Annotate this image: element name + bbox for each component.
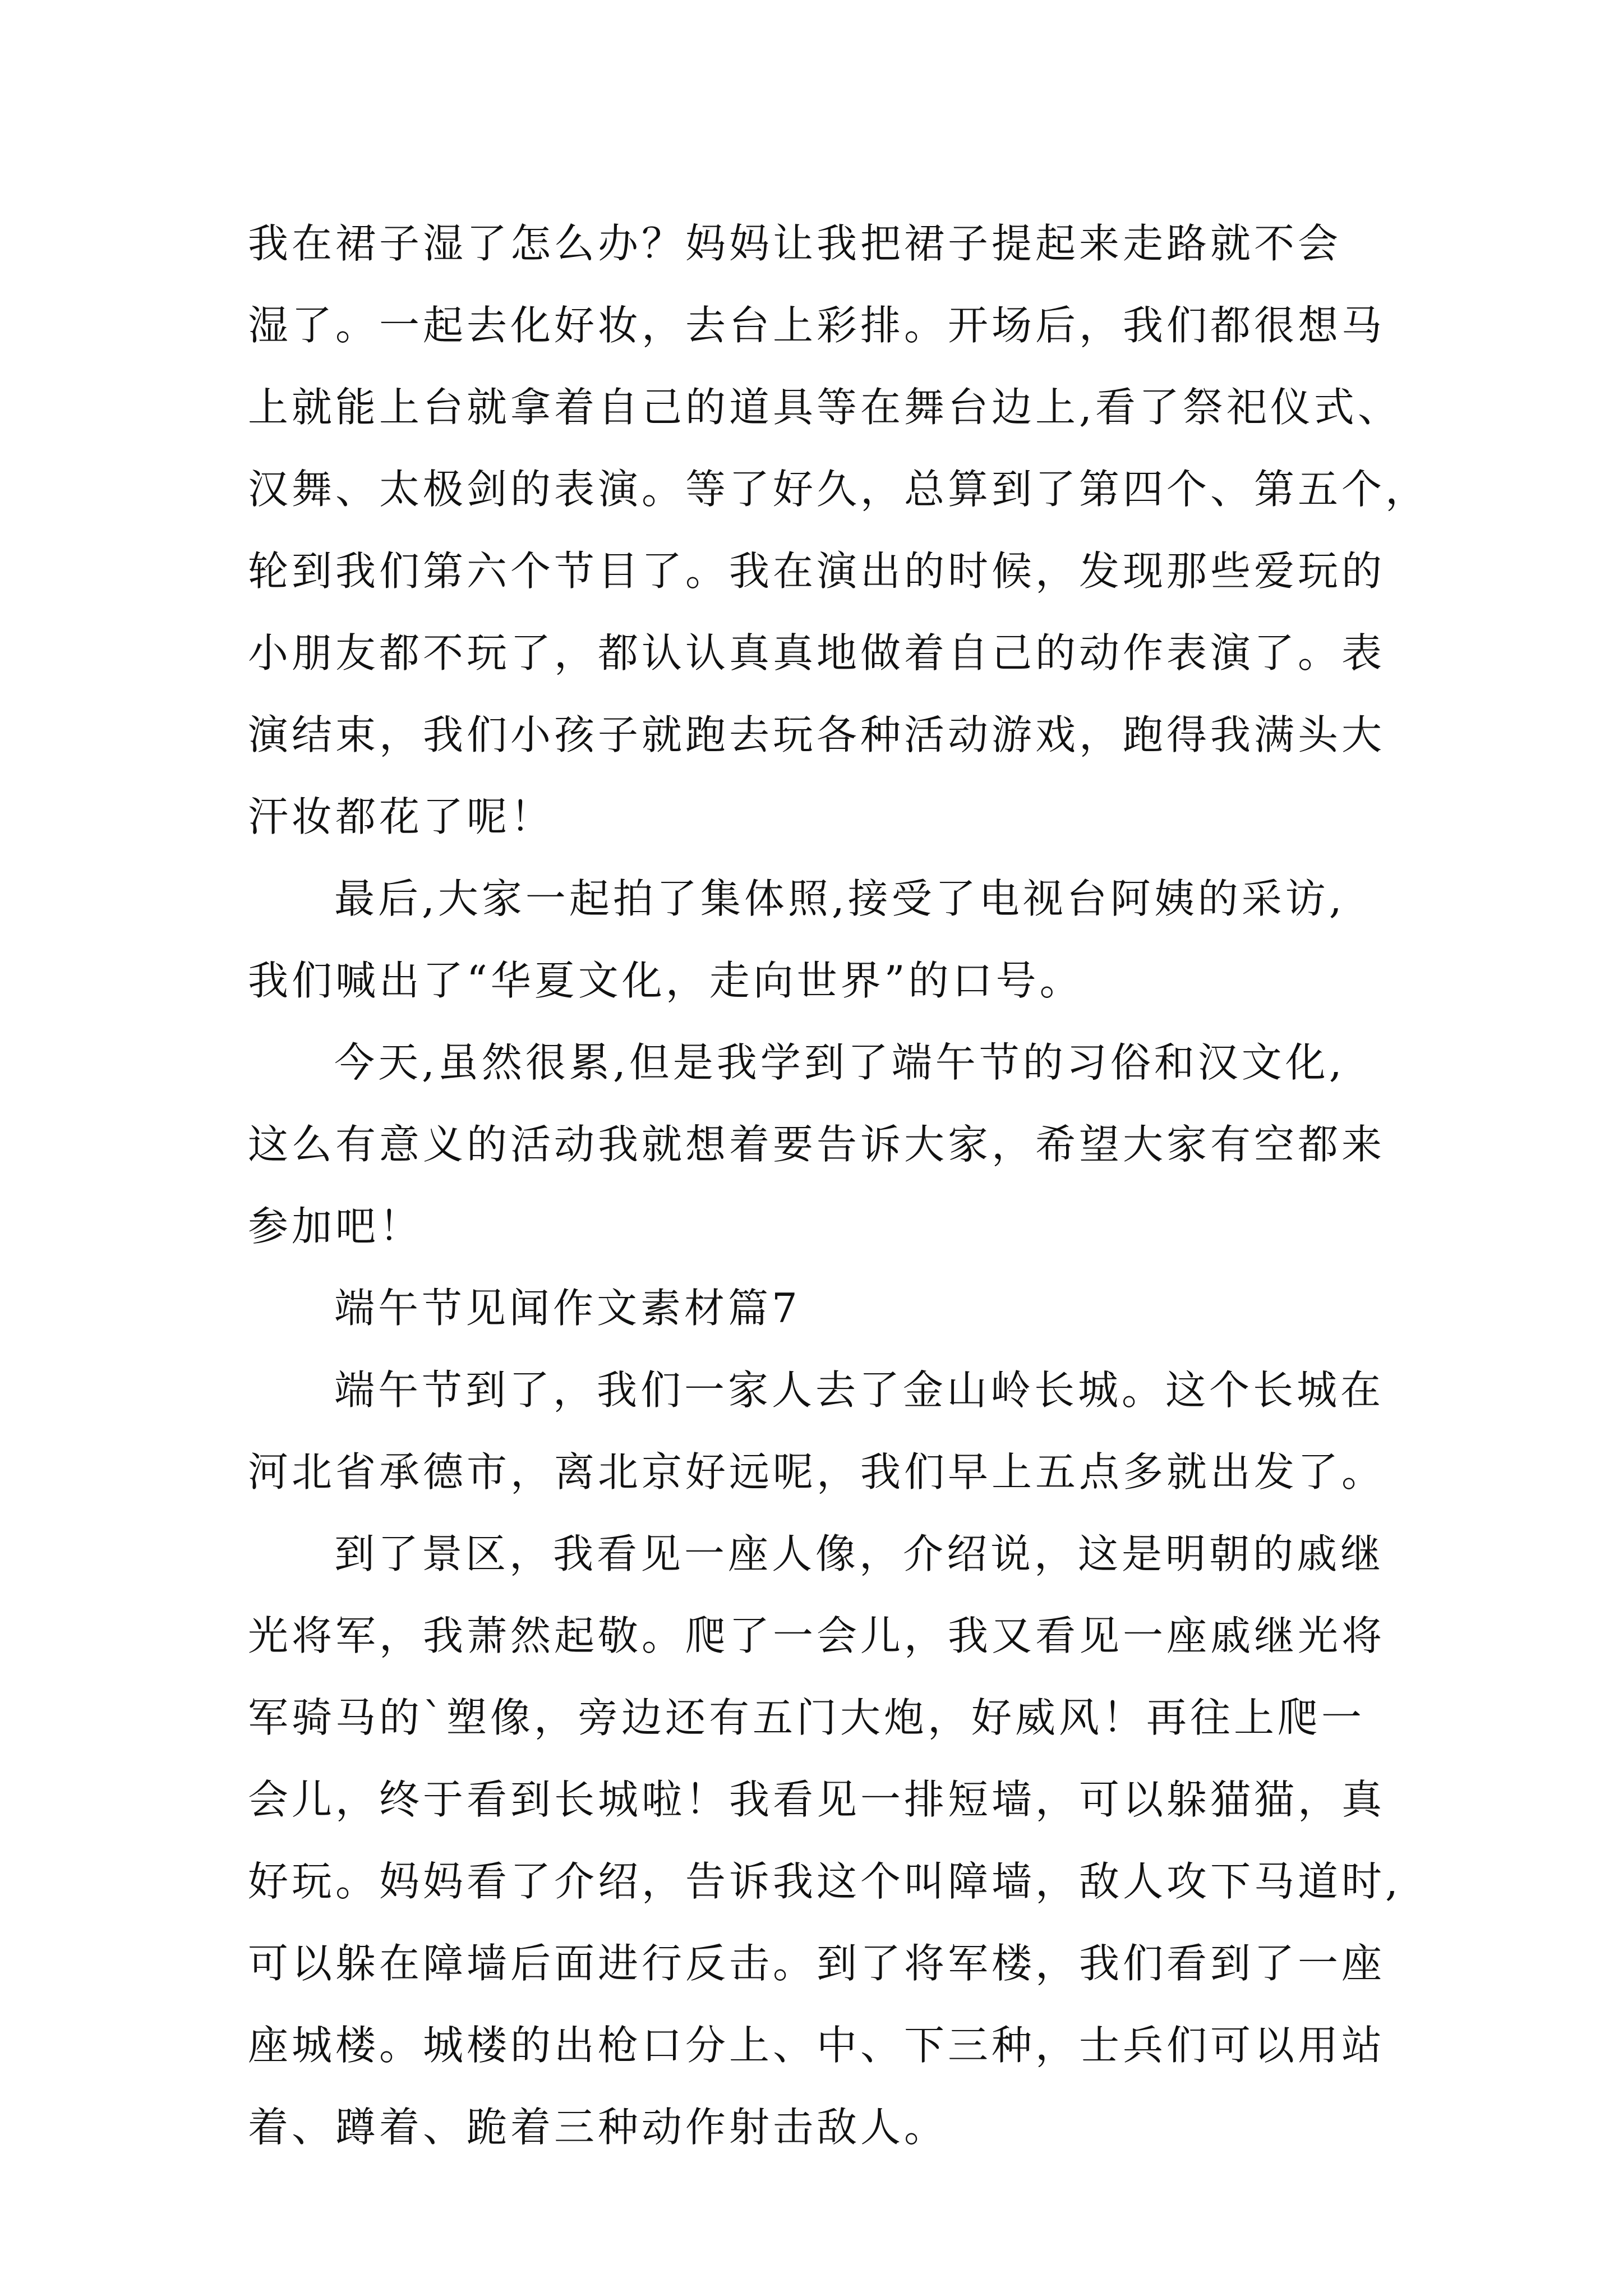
text-line: 演结束，我们小孩子就跑去玩各种活动游戏，跑得我满头大 [248,711,1386,758]
text-line: 光将军，我萧然起敬。爬了一会儿，我又看见一座戚继光将 [248,1612,1386,1659]
paragraph-first-line: 端午节到了，我们一家人去了金山岭长城。这个长城在 [334,1366,1385,1414]
text-line: 我在裙子湿了怎么办？妈妈让我把裙子提起来走路就不会 [248,220,1342,267]
text-line: 好玩。妈妈看了介绍，告诉我这个叫障墙，敌人攻下马道时, [248,1858,1401,1905]
text-line: 上就能上台就拿着自己的道具等在舞台边上,看了祭祀仪式、 [248,384,1401,431]
text-line: 小朋友都不玩了，都认认真真地做着自己的动作表演了。表 [248,629,1386,677]
text-line: 湿了。一起去化好妆，去台上彩排。开场后，我们都很想马 [248,302,1386,349]
text-line: 这么有意义的活动我就想着要告诉大家，希望大家有空都来 [248,1121,1386,1168]
text-line: 河北省承德市，离北京好远呢，我们早上五点多就出发了。 [248,1448,1386,1496]
text-line: 轮到我们第六个节目了。我在演出的时候，发现那些爱玩的 [248,547,1386,595]
text-line: 参加吧！ [248,1203,423,1250]
text-line: 军骑马的`塑像，旁边还有五门大炮，好威风！再往上爬一 [248,1694,1366,1741]
paragraph-first-line: 最后,大家一起拍了集体照,接受了电视台阿姨的采访, [334,875,1345,922]
paragraph-first-line: 今天,虽然很累,但是我学到了端午节的习俗和汉文化, [334,1039,1345,1086]
text-line: 汉舞、太极剑的表演。等了好久，总算到了第四个、第五个， [248,466,1430,513]
text-line: 会儿，终于看到长城啦！我看见一排短墙，可以躲猫猫，真 [248,1776,1386,1823]
text-line: 座城楼。城楼的出枪口分上、中、下三种，士兵们可以用站 [248,2022,1386,2069]
text-line: 可以躲在障墙后面进行反击。到了将军楼，我们看到了一座 [248,1940,1386,1987]
text-line: 着、蹲着、跪着三种动作射击敌人。 [248,2104,948,2151]
text-line: 汗妆都花了呢！ [248,793,555,840]
paragraph-first-line: 到了景区，我看见一座人像，介绍说，这是明朝的戚继 [334,1530,1385,1577]
section-heading: 端午节见闻作文素材篇7 [334,1285,801,1332]
text-line: 我们喊出了“华夏文化，走向世界”的口号。 [248,957,1083,1004]
